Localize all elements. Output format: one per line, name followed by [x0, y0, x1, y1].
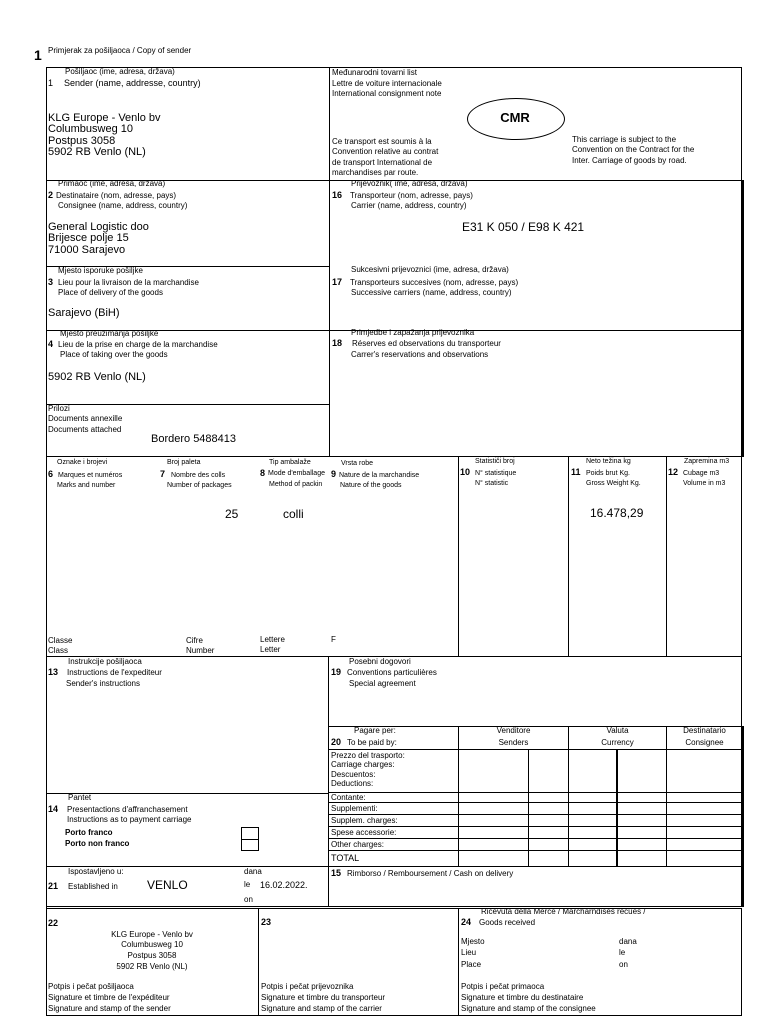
c7-number: 7: [160, 469, 166, 479]
box5-label-local: Prilozi: [48, 404, 70, 413]
box4-label-en: Place of taking over the goods: [60, 350, 168, 359]
gross-weight: 16.478,29: [590, 506, 644, 520]
c12-label-local: Zapremina m3: [684, 458, 730, 465]
charges-row-1: Prezzo del trasporto:: [331, 751, 405, 760]
box24-mjesto: Mjesto: [461, 937, 485, 946]
box20-number: 20: [331, 737, 342, 747]
box23-number: 23: [261, 917, 272, 927]
charges-row-4: Deductions:: [331, 779, 374, 788]
box3-label-local: Mjesto isporuke pošiljke: [58, 266, 143, 275]
box19-label-fr: Conventions particulières: [347, 668, 437, 677]
box24-label-en: Goods received: [479, 918, 536, 927]
box22-sig-en: Signature and stamp of the sender: [48, 1004, 171, 1013]
number-label: Number: [186, 646, 215, 655]
delivery-place: Sarajevo (BiH): [48, 307, 120, 319]
box16-number: 16: [332, 190, 343, 200]
box19-label-local: Posebni dogovori: [349, 657, 411, 666]
convention-en-2: Convention on the Contract for the: [572, 145, 695, 154]
c12-number: 12: [668, 467, 679, 477]
currency-header-local: Valuta: [606, 726, 629, 735]
box24-sig-en: Signature and stamp of the consignee: [461, 1004, 596, 1013]
f-label: F: [331, 635, 336, 644]
supplementi-row: Supplementi:: [331, 804, 378, 813]
carrier-plates: E31 K 050 / E98 K 421: [462, 220, 585, 234]
packages-count: 25: [225, 507, 239, 521]
goods-nature: colli: [283, 507, 304, 521]
established-date: 16.02.2022.: [260, 880, 308, 890]
convention-fr-2: Convention relative au contrat: [332, 147, 439, 156]
box1-label-en: Sender (name, addresse, country): [64, 78, 201, 88]
box2-number: 2: [48, 190, 54, 200]
box24-label-local: Ricevuta della Merce / Marcharndises recues /: [481, 907, 646, 916]
box1-label-local: Pošiljaoc (ime, adresa, država): [65, 67, 175, 76]
box1-number: 1: [48, 78, 54, 88]
charges-row-2: Carriage charges:: [331, 760, 395, 769]
sender-stamp-pobox: Postpus 3058: [127, 951, 177, 960]
box5-label-en: Documents attached: [48, 425, 122, 434]
box21-on: on: [244, 895, 253, 904]
spese-row: Spese accessorie:: [331, 828, 397, 837]
box17-number: 17: [332, 277, 343, 287]
sender-stamp-street: Columbusweg 10: [121, 940, 183, 949]
box3-label-en: Place of delivery of the goods: [58, 288, 163, 297]
c9-label-en: Nature of the goods: [340, 482, 402, 489]
box13-label-en: Sender's instructions: [66, 679, 141, 688]
box4-number: 4: [48, 339, 54, 349]
established-place: VENLO: [147, 878, 188, 892]
box18-label-fr: Réserves ed observations du transporteur: [352, 339, 501, 348]
box16-label-local: Prijevoznik( ime, adresa, država): [351, 179, 468, 188]
title-en: International consignment note: [332, 89, 442, 98]
convention-fr-1: Ce transport est soumis à la: [332, 137, 432, 146]
box18-label-local: Primjedbe i zapažanja prijevoznika: [351, 328, 475, 337]
box21-number: 21: [48, 881, 59, 891]
convention-fr-4: marchandises par route.: [332, 168, 419, 177]
box24-lieu: Lieu: [461, 948, 477, 957]
consignee-street: Brijesce polje 15: [48, 232, 129, 244]
c9-number: 9: [331, 469, 337, 479]
c11-label-local: Neto težina kg: [586, 458, 631, 465]
title-local: Međunarodni tovarni list: [332, 68, 417, 77]
cmr-text: CMR: [500, 110, 530, 125]
box21-label-local: Ispostavljeno u:: [68, 867, 124, 876]
box17-label-en: Successive carriers (name, address, country): [351, 288, 512, 297]
convention-fr-3: de transport International de: [332, 158, 433, 167]
box3-label-fr: Lieu pour la livraison de la marchandise: [58, 278, 199, 287]
sender-stamp-name: KLG Europe - Venlo bv: [111, 930, 193, 939]
c8-number: 8: [260, 468, 266, 478]
c6-label-local: Oznake i brojevi: [57, 459, 108, 466]
box13-number: 13: [48, 667, 59, 677]
sender-pobox: Postpus 3058: [48, 135, 116, 147]
box22-sig-local: Potpis i pečat pošiljaoca: [48, 982, 134, 991]
consignee-header-local: Destinatario: [683, 726, 726, 735]
box24-le: le: [619, 948, 626, 957]
box24-on: on: [619, 960, 628, 969]
box4-label-local: Mjesto preuzimanja pošiljke: [60, 329, 159, 338]
box16-label-en: Carrier (name, address, country): [351, 201, 467, 210]
contante-row: Contante:: [331, 793, 366, 802]
charges-row-3: Descuentos:: [331, 770, 376, 779]
c7-label-en: Number of packages: [167, 482, 232, 489]
letter-label: Letter: [260, 645, 281, 654]
box17-label-fr: Transporteurs succesives (nom, adresse, pays): [350, 278, 519, 287]
box20-label-en: To be paid by:: [347, 738, 397, 747]
c9-label-fr: Nature de la marchandise: [339, 472, 420, 479]
box23-sig-local: Potpis i pečat prijevoznika: [261, 982, 354, 991]
box2-label-en: Consignee (name, address, country): [58, 201, 188, 210]
box24-sig-local: Potpis i pečat primaoca: [461, 982, 545, 991]
box21-le: le: [244, 880, 251, 889]
c10-label-en: N° statistic: [475, 480, 509, 487]
c10-label-fr: N° statistique: [475, 470, 517, 477]
box24-place: Place: [461, 960, 482, 969]
lettere-label: Lettere: [260, 635, 285, 644]
c12-label-en: Volume in m3: [683, 480, 726, 487]
c6-label-en: Marks and number: [57, 482, 116, 489]
supplem-charges-row: Supplem. charges:: [331, 816, 398, 825]
box17-label-local: Sukcesivni prijevoznici (ime, adresa, država): [351, 265, 509, 274]
box14-label-en: Instructions as to payment carriage: [67, 815, 192, 824]
box13-label-local: Instrukcije pošiljaoca: [68, 657, 142, 666]
documents-attached: Bordero 5488413: [151, 433, 237, 445]
box4-label-fr: Lieu de la prise en charge de la marchandise: [58, 340, 218, 349]
c11-label-fr: Poids brut Kg.: [586, 470, 630, 477]
c11-number: 11: [571, 467, 581, 477]
box24-dana: dana: [619, 937, 637, 946]
class-label: Class: [48, 646, 69, 655]
box15-label: Rimborso / Remboursement / Cash on delivery: [347, 869, 514, 878]
box13-label-fr: Instructions de l'expediteur: [67, 668, 162, 677]
box14-label-local: Pantet: [68, 793, 92, 802]
c12-label-fr: Cubage m3: [683, 470, 720, 477]
c8-label-fr: Mode d'emballage: [268, 470, 325, 477]
porto-non-franco-label: Porto non franco: [65, 839, 130, 848]
box20-label-local: Pagare per:: [354, 726, 396, 735]
convention-en-3: Inter. Carriage of goods by road.: [572, 156, 687, 165]
box22-number: 22: [48, 918, 59, 928]
cifre-label: Cifre: [186, 636, 203, 645]
c8-label-en: Method of packin: [269, 481, 323, 488]
copy-number: 1: [34, 47, 42, 63]
consignee-header: Consignee: [685, 738, 724, 747]
box24-number: 24: [461, 917, 472, 927]
box22-sig-fr: Signature et timbre de l'expéditeur: [48, 993, 170, 1002]
total-row: TOTAL: [331, 853, 360, 863]
consignee-city: 71000 Sarajevo: [48, 244, 126, 256]
sender-name: KLG Europe - Venlo bv: [48, 112, 161, 124]
title-fr: Lettre de voiture internacionale: [332, 79, 442, 88]
box18-number: 18: [332, 338, 343, 348]
c8-label-local: Tip ambalaže: [269, 459, 311, 466]
classe-label: Classe: [48, 636, 73, 645]
currency-header: Currency: [601, 738, 634, 747]
box21-label-en: Established in: [68, 882, 118, 891]
box21-dana: dana: [244, 867, 262, 876]
box19-label-en: Special agreement: [349, 679, 416, 688]
box2-label-local: Primaoc (ime, adresa, država): [58, 179, 166, 188]
porto-franco-label: Porto franco: [65, 828, 113, 837]
sender-street: Columbusweg 10: [48, 123, 133, 135]
c7-label-fr: Nombre des colls: [171, 472, 226, 479]
box23-sig-en: Signature and stamp of the carrier: [261, 1004, 382, 1013]
c10-label-local: Statističi broj: [475, 458, 515, 465]
box15-number: 15: [331, 868, 342, 878]
copy-label: Primjerak za pošiljaoca / Copy of sender: [48, 46, 192, 55]
c10-number: 10: [460, 467, 471, 477]
c11-label-en: Gross Weight Kg.: [586, 480, 641, 487]
senders-header: Senders: [498, 738, 529, 747]
consignee-name: General Logistic doo: [48, 221, 149, 233]
box23-sig-fr: Signature et timbre du transporteur: [261, 993, 386, 1002]
c6-number: 6: [48, 469, 54, 479]
takeover-place: 5902 RB Venlo (NL): [48, 371, 146, 383]
convention-en-1: This carriage is subject to the: [572, 135, 677, 144]
box5-label-fr: Documents annexille: [48, 414, 123, 423]
box24-sig-fr: Signature et timbre du destinataire: [461, 993, 584, 1002]
box2-label-fr: Destinataire (nom, adresse, pays): [56, 191, 177, 200]
porto-non-franco-checkbox[interactable]: [241, 839, 259, 851]
senders-header-local: Venditore: [496, 726, 531, 735]
other-charges-row: Other charges:: [331, 840, 384, 849]
box14-label-fr: Presentactions d'affranchasement: [67, 805, 188, 814]
box3-number: 3: [48, 277, 54, 287]
box18-label-en: Carrer's reservations and observations: [351, 350, 489, 359]
c9-label-local: Vrsta robe: [341, 460, 374, 467]
c6-label-fr: Marques et numéros: [58, 472, 123, 479]
c7-label-local: Broj paleta: [167, 459, 201, 466]
sender-city: 5902 RB Venlo (NL): [48, 146, 146, 158]
sender-stamp-city: 5902 RB Venlo (NL): [116, 962, 188, 971]
box14-number: 14: [48, 804, 59, 814]
box19-number: 19: [331, 667, 342, 677]
box16-label-fr: Transporteur (nom, adresse, pays): [350, 191, 473, 200]
